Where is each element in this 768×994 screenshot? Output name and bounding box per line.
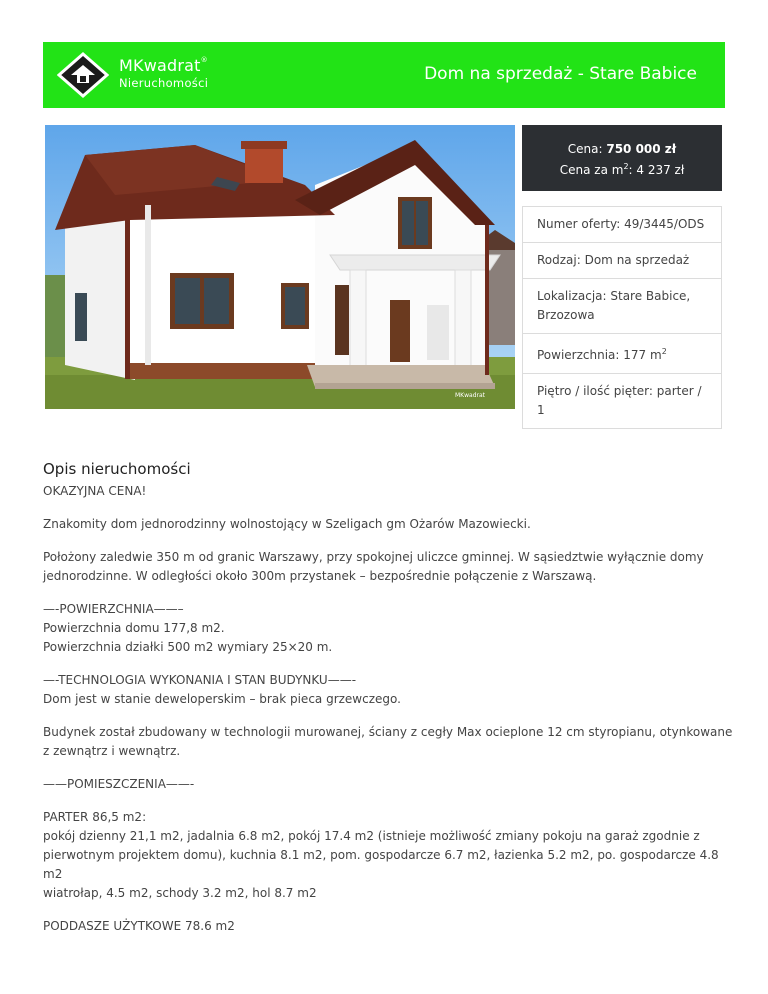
property-floor: Piętro / ilość pięter: parter / 1 bbox=[537, 384, 702, 417]
price-box bbox=[522, 125, 722, 191]
brand-subtitle: Nieruchomości bbox=[119, 76, 209, 90]
photo-watermark: MKwadrat bbox=[455, 392, 485, 399]
property-type: Rodzaj: Dom na sprzedaż bbox=[523, 243, 721, 279]
price-per-m2-value: : 4 237 zł bbox=[628, 163, 685, 177]
property-photo bbox=[45, 125, 515, 409]
price-per-m2-sup: 2 bbox=[623, 162, 629, 171]
description-p6: Budynek został zbudowany w technologii murowanej, ściany z cegły Max ocieplone 12 cm styropianu, otynkowane z zewnątrz i wewnątrz. bbox=[43, 725, 733, 758]
description-area-section bbox=[43, 600, 733, 657]
house-area: Powierzchnia domu 177,8 m2. bbox=[43, 621, 225, 635]
brand-name bbox=[119, 56, 208, 75]
brand-name-text: Kwadrat bbox=[133, 56, 201, 75]
area-label: Powierzchnia: 177 m bbox=[537, 348, 662, 362]
description-p3: Położony zaledwie 350 m od granic Warszawy, przy spokojnej uliczce gminnej. W sąsiedztwie wyłącznie domy jednorodzinne. W odległości około 300m przystanek – bezpośrednie połączenie z Warszawą. bbox=[43, 550, 704, 583]
house-image bbox=[45, 125, 515, 409]
brand bbox=[119, 56, 208, 90]
area-sup: 2 bbox=[661, 347, 667, 356]
technology-section-title: —-TECHNOLOGIA WYKONANIA I STAN BUDYNKU——- bbox=[43, 673, 357, 687]
price-per-m2-label: Cena za m bbox=[559, 163, 624, 177]
property-location: Lokalizacja: Stare Babice, Brzozowa bbox=[523, 279, 721, 334]
ground-floor-title: PARTER 86,5 m2: bbox=[43, 810, 147, 824]
price-value: 750 000 zł bbox=[606, 142, 677, 156]
ground-floor-rooms: pokój dzienny 21,1 m2, jadalnia 6.8 m2, pokój 17.4 m2 (istnieje możliwość zmiany pokoju na garaż zgodnie z pierwotnym projektem domu), kuchnia 8.1 m2, pom. gospodarcze 6.7 m2, łazienka 5.2 m2, po. gospodarcze 4.8 m2 bbox=[43, 829, 719, 881]
price-per-m2 bbox=[522, 158, 722, 179]
description-ground-floor bbox=[43, 808, 733, 903]
price-label: Cena: bbox=[567, 142, 607, 156]
price bbox=[522, 140, 722, 158]
description-technology-section bbox=[43, 671, 733, 709]
area-section-title: —-POWIERZCHNIA——– bbox=[43, 602, 184, 616]
description-attic: PODDASZE UŻYTKOWE 78.6 m2 bbox=[43, 919, 235, 933]
offer-number: Numer oferty: 49/3445/ODS bbox=[523, 207, 721, 243]
description-rooms-title: ——POMIESZCZENIA——- bbox=[43, 777, 195, 791]
description-heading: Opis nieruchomości bbox=[43, 460, 191, 478]
header-banner bbox=[43, 42, 725, 108]
brand-reg: ® bbox=[200, 56, 208, 64]
property-area bbox=[523, 334, 721, 374]
description-p2: Znakomity dom jednorodzinny wolnostojący w Szeligach gm Ożarów Mazowiecki. bbox=[43, 517, 531, 531]
brand-m: M bbox=[119, 56, 134, 75]
description bbox=[43, 458, 733, 950]
page-title: Dom na sprzedaż - Stare Babice bbox=[424, 64, 697, 84]
ground-floor-rooms-2: wiatrołap, 4.5 m2, schody 3.2 m2, hol 8.7 m2 bbox=[43, 886, 317, 900]
building-state: Dom jest w stanie deweloperskim – brak pieca grzewczego. bbox=[43, 692, 401, 706]
mkwadrat-logo-icon bbox=[57, 52, 109, 98]
description-p1: OKAZYJNA CENA! bbox=[43, 484, 147, 498]
details-list bbox=[522, 206, 722, 429]
plot-area: Powierzchnia działki 500 m2 wymiary 25×20 m. bbox=[43, 640, 333, 654]
